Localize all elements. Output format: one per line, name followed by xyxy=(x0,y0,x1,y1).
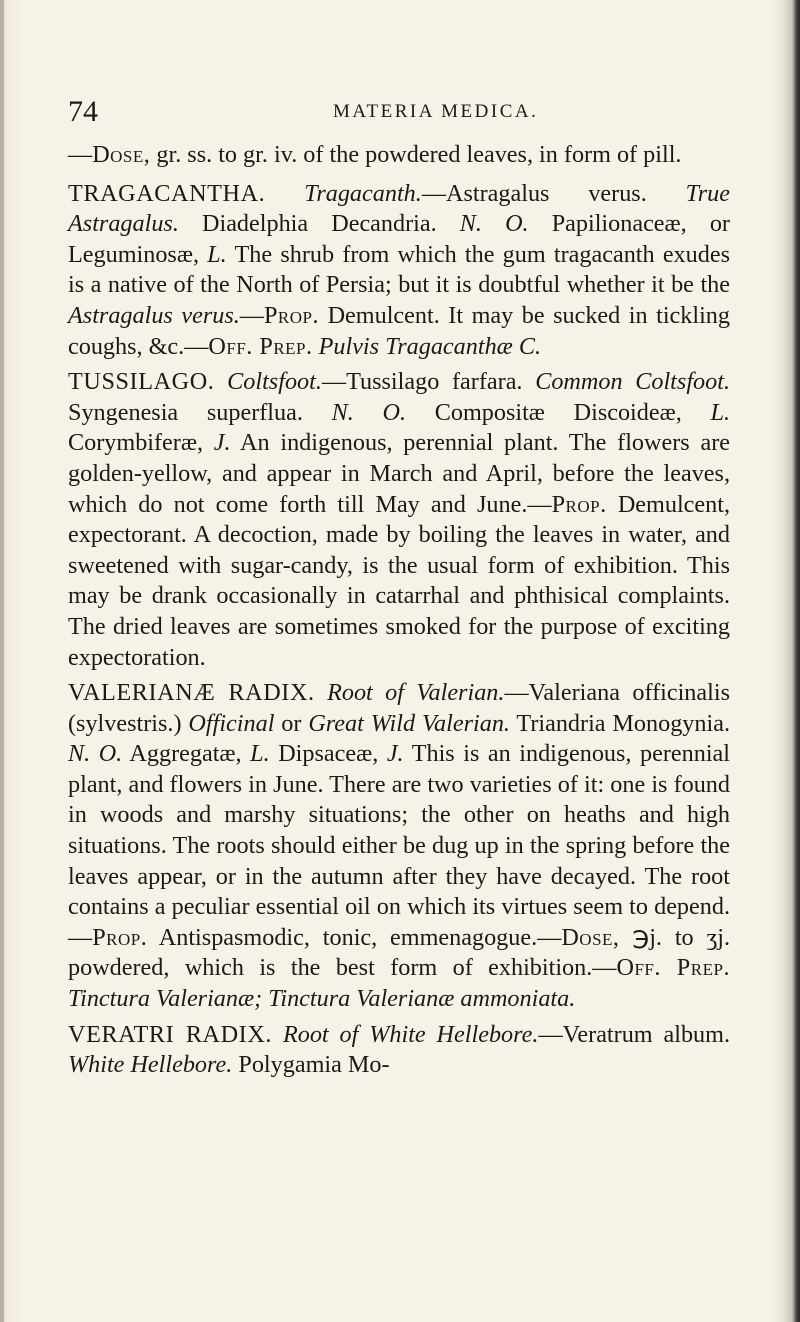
entry-text: Demulcent, expectorant. A decoction, made by boiling the leaves in water, and sweetened with sugar-candy, is the usual form of exhibition. This may be drank occasionally in catarrhal and phthisical complaints. The dried leaves are sometimes smoked for the purpose of exciting expectoration. xyxy=(68,490,730,671)
entry-italic: N. O. xyxy=(331,398,407,426)
entry-text: or xyxy=(274,709,309,737)
page-header xyxy=(68,95,728,135)
headword-tussilago: TUSSILAGO. xyxy=(68,368,215,396)
entry-tragacantha xyxy=(68,179,730,363)
entry-text: An indigenous, perennial plant. The flowers are golden-yellow, and appear in March and April, before the leaves, which do not come forth till May and June.— xyxy=(68,429,730,518)
entry-text: Polygamia Mo- xyxy=(232,1051,390,1079)
entry-italic: N. O. xyxy=(459,210,529,238)
entry-valeriana xyxy=(68,678,730,1015)
entry-text: Demulcent. It may be sucked in tickling coughs, &c.— xyxy=(68,301,730,360)
entry-italic: L. xyxy=(207,240,227,268)
entry-text: Diadelphia Decandria. xyxy=(178,210,460,238)
scan-edge xyxy=(0,0,4,1322)
headword-valeriana: VALERIANÆ RADIX. xyxy=(68,679,315,707)
entry-text: Aggregatæ, xyxy=(122,740,251,768)
entry-text: ℈j. to ʒj. powdered, which is the best form of exhibition.— xyxy=(68,923,730,982)
dose-text: gr. ss. to gr. iv. of the powdered leaves, in form of pill. xyxy=(150,141,682,168)
dose-label: Dose, xyxy=(92,141,151,168)
entry-italic: L. xyxy=(250,740,270,768)
entry-text: —Astragalus verus. xyxy=(421,179,686,207)
english-name: Root of Valerian. xyxy=(327,679,505,707)
english-name: Root of White Hellebore. xyxy=(282,1020,539,1048)
running-head: MATERIA MEDICA. xyxy=(333,101,539,122)
prop-label: Prop. xyxy=(551,490,607,518)
entry-text: —Tussilago farfara. xyxy=(321,368,536,396)
entry-text: Triandria Monogynia. xyxy=(509,709,730,737)
dose-label: Dose, xyxy=(561,923,620,951)
entry-text: —Valeriana officinalis (sylvestris.) xyxy=(68,679,730,737)
english-name: Coltsfoot. xyxy=(227,368,322,396)
entry-text: — xyxy=(239,301,264,329)
entry-text: Corymbiferæ, xyxy=(68,429,214,457)
body-text xyxy=(68,140,730,1086)
entry-text: —Veratrum album. xyxy=(538,1020,731,1048)
prop-label: Prop. xyxy=(92,923,148,951)
entry-text: Antispasmodic, tonic, emmenagogue.— xyxy=(147,923,562,951)
paragraph-dose: —Dose, gr. ss. to gr. iv. of the powdered leaves, in form of pill. xyxy=(68,141,682,168)
entry-italic: Officinal xyxy=(188,709,275,737)
entry-italic: J. xyxy=(386,740,404,768)
entry-italic: L. xyxy=(710,398,730,426)
page-number: 74 xyxy=(68,95,98,128)
entry-text: Dipsaceæ, xyxy=(269,740,387,768)
entry-italic: Tinctura Valerianæ; Tinctura Valerianæ ammoniata. xyxy=(68,985,576,1013)
entry-italic: Common Coltsfoot. xyxy=(535,368,730,396)
entry-tussilago xyxy=(68,367,730,673)
off-prep-label: Off. Prep. xyxy=(208,332,313,360)
headword-veratri: VERATRI RADIX. xyxy=(68,1020,273,1048)
entry-italic: N. O. xyxy=(68,740,123,768)
entry-text: Syngenesia superflua. xyxy=(68,398,332,426)
english-name: Tragacanth. xyxy=(304,179,422,207)
entry-veratri xyxy=(68,1020,730,1081)
entry-italic: White Hellebore. xyxy=(68,1051,233,1079)
prop-label: Prop. xyxy=(263,301,320,329)
entry-italic: Pulvis Tragacanthæ C. xyxy=(318,332,542,360)
off-prep-label: Off. Prep. xyxy=(616,954,730,982)
entry-text: Compositæ Discoideæ, xyxy=(406,398,711,426)
headword-tragacantha: TRAGACANTHA. xyxy=(68,179,266,207)
entry-text: The shrub from which the gum tragacanth exudes is a native of the North of Persia; but it is doubtful whether it be the xyxy=(68,240,730,299)
entry-text: This is an indigenous, perennial plant, and flowers in June. There are two varieties of it: one is found in woods and marshy situations; the other on heaths and high situations. The roots should either be dug up in the spring before the leaves appear, or in the autumn after they have decayed. The root contains a peculiar essential oil on which its virtues seem to depend.— xyxy=(68,740,730,951)
entry-italic: True Astragalus. xyxy=(68,179,730,238)
entry-italic: J. xyxy=(213,429,231,457)
entry-italic: Astragalus verus. xyxy=(68,301,240,329)
entry-italic: Great Wild Valerian. xyxy=(308,709,510,737)
entry-text: Papilionaceæ, or Leguminosæ, xyxy=(68,210,730,268)
